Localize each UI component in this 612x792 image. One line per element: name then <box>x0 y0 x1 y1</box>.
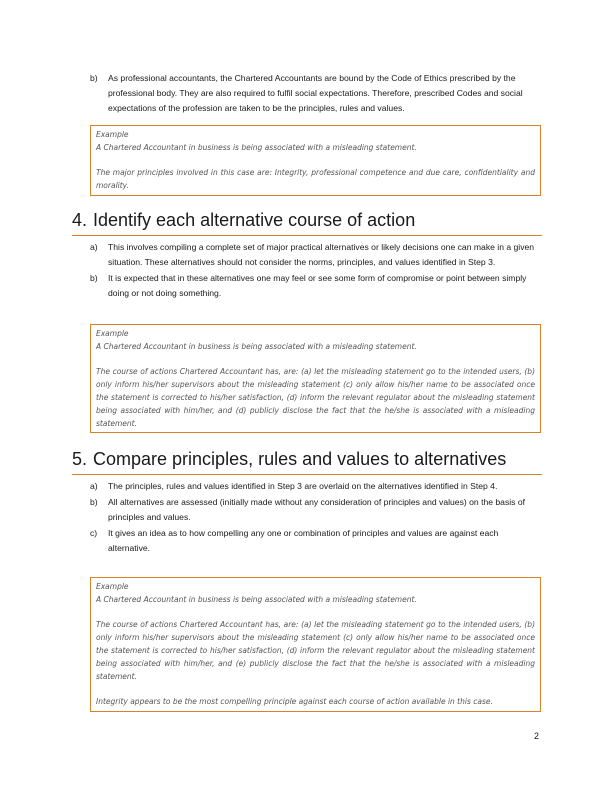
example-conclusion: Integrity appears to be the most compelling principle against each course of action available in this case. <box>96 697 493 707</box>
example-body: The course of actions Chartered Accountant has, are: (a) let the misleading statement go to the intended users, (b) only inform his/her supervisors about the misleading statement (c) only allow his/her name to be associated once the statement is corrected to his/her satisfaction, (d) inform the relevant regulator about the misleading statement being associated with him/her, and (d) publicly disclose the fact that the he/she is associated with a misleading statement. <box>96 367 535 428</box>
example-scenario: A Chartered Accountant in business is being associated with a misleading statement. <box>96 594 417 604</box>
example-box-3 <box>90 577 541 712</box>
list-item-text: The principles, rules and values identified in Step 3 are overlaid on the alternatives identified in Step 4. <box>108 481 498 491</box>
list-marker: b) <box>90 73 98 83</box>
list-item <box>90 240 542 270</box>
list-item <box>90 526 542 556</box>
example-box-2 <box>90 324 541 433</box>
list-item <box>90 271 542 301</box>
example-scenario: A Chartered Accountant in business is being associated with a misleading statement. <box>96 142 417 152</box>
section-number: 5. <box>72 449 88 469</box>
example-body: The course of actions Chartered Accountant has, are: (a) let the misleading statement go to the intended users, (b) only inform his/her supervisors about the misleading statement (c) only allow his/her name to be associated once the statement is corrected to his/her satisfaction, (d) inform the relevant regulator about the misleading statement being associated with him/her, and (e) publicly disclose the fact that the he/she is associated with a misleading statement. <box>96 620 535 681</box>
list-marker: c) <box>90 528 98 539</box>
section-title: Compare principles, rules and values to alternatives <box>93 449 507 469</box>
page-number: 2 <box>534 731 540 741</box>
list-item <box>90 495 542 525</box>
section4-list <box>90 240 542 302</box>
section4-heading <box>72 209 542 236</box>
example-scenario: A Chartered Accountant in business is being associated with a misleading statement. <box>96 341 417 351</box>
list-marker: b) <box>90 273 98 284</box>
list-item-text: As professional accountants, the Chartered Accountants are bound by the Code of Ethics prescribed by the professional body. They are also required to fulfil social expectations. Therefore, prescribed Codes and social expectations of the profession are taken to be the principles, rules and values. <box>108 73 523 114</box>
section5-list <box>90 479 542 557</box>
example-label: Example <box>96 329 129 338</box>
list-item <box>90 71 542 116</box>
list-item-text: It gives an idea as to how compelling any one or combination of principles and values are against each alternative. <box>108 528 499 554</box>
section-number: 4. <box>72 210 88 230</box>
list-item-text: All alternatives are assessed (initially made without any consideration of principles and values) on the basis of principles and values. <box>108 497 526 523</box>
example-label: Example <box>96 582 129 591</box>
example-box-1 <box>90 125 541 196</box>
section5-heading <box>72 448 542 475</box>
list-item-text: It is expected that in these alternatives one may feel or see some form of compromise or point between simply doing or not doing something. <box>108 273 527 299</box>
section-title: Identify each alternative course of action <box>93 210 416 230</box>
list-item <box>90 479 542 494</box>
list-marker: a) <box>90 481 98 491</box>
section3-list <box>90 71 542 117</box>
list-item-text: This involves compiling a complete set of major practical alternatives or likely decisions one can make in a given situation. These alternatives should not consider the norms, principles, and values identified in Step 3. <box>108 242 535 268</box>
example-label: Example <box>96 130 129 139</box>
example-body: The major principles involved in this case are: Integrity, professional competence and due care, confidentiality and morality. <box>96 168 535 191</box>
list-marker: a) <box>90 242 98 252</box>
list-marker: b) <box>90 497 98 508</box>
